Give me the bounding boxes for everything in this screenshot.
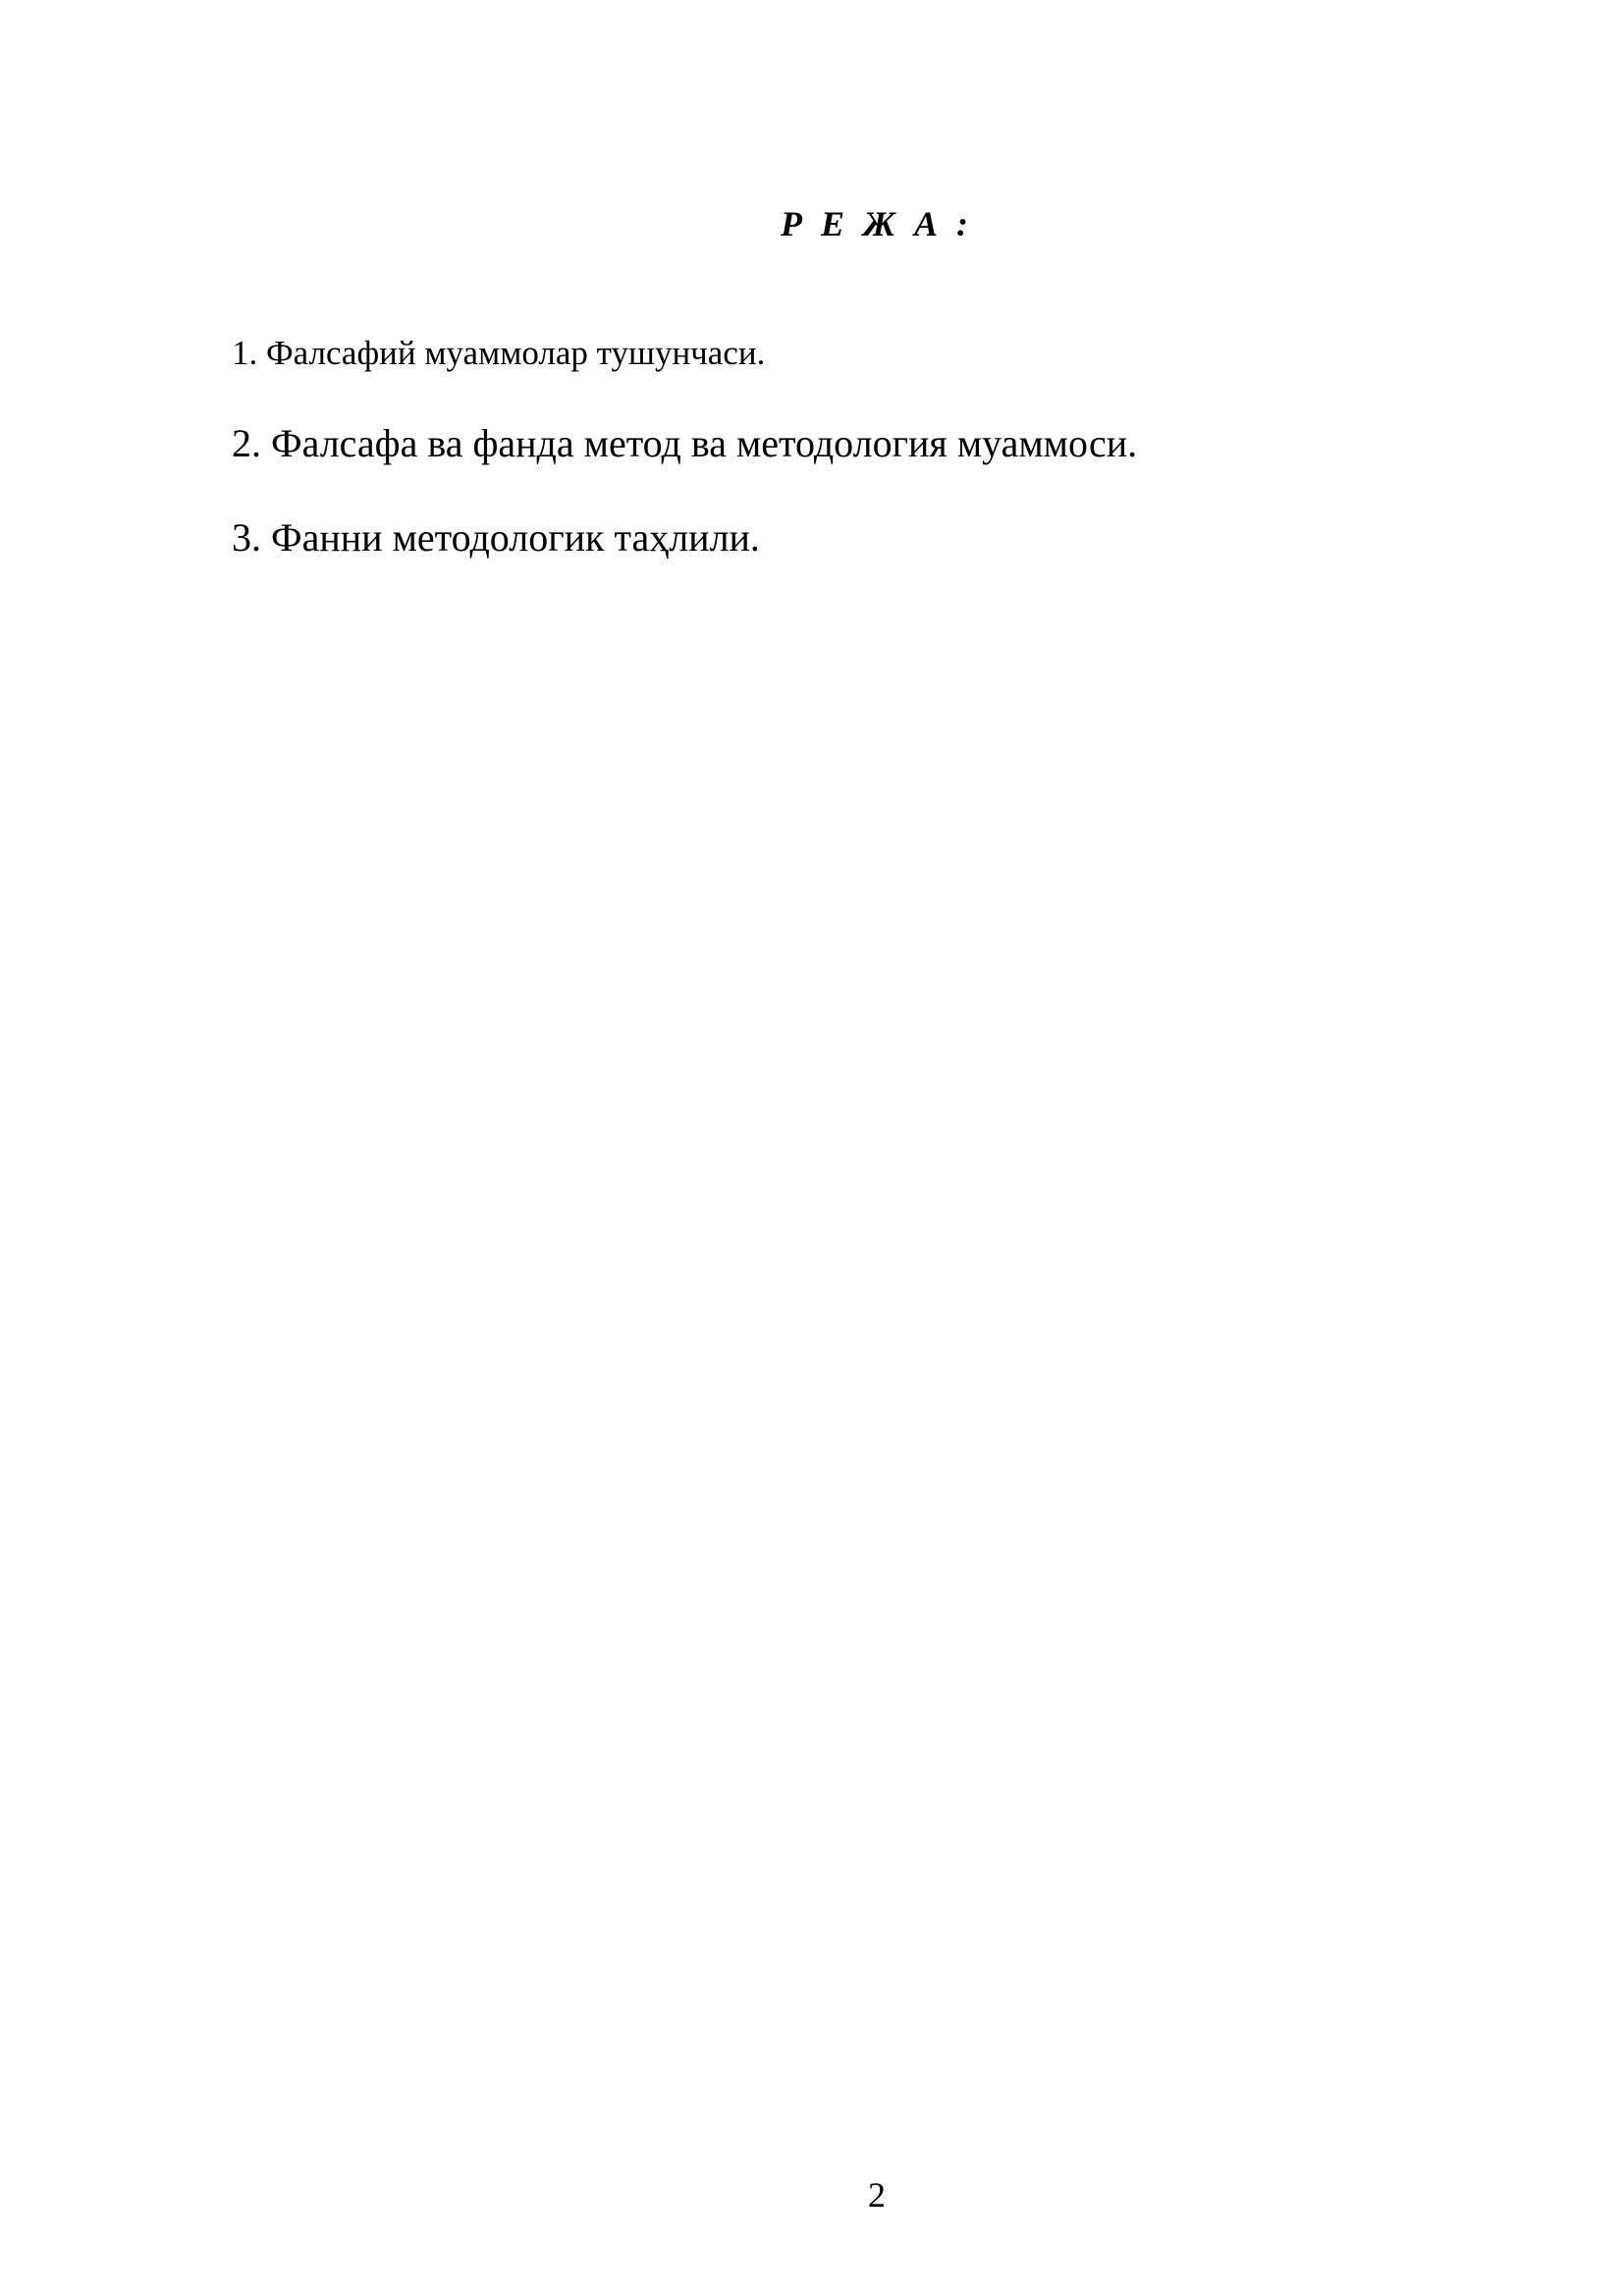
plan-list xyxy=(232,330,1137,561)
page-number: 2 xyxy=(868,2175,886,2215)
plan-item-2: 2. Фалсафа ва фанда метод ва методология муаммоси. xyxy=(232,421,1138,465)
plan-title: Р Е Ж А : xyxy=(780,204,974,243)
plan-item-3: 3. Фанни методологик таҳлили. xyxy=(232,515,760,560)
plan-item-1: 1. Фалсафий муаммолар тушунчаси. xyxy=(232,334,766,372)
